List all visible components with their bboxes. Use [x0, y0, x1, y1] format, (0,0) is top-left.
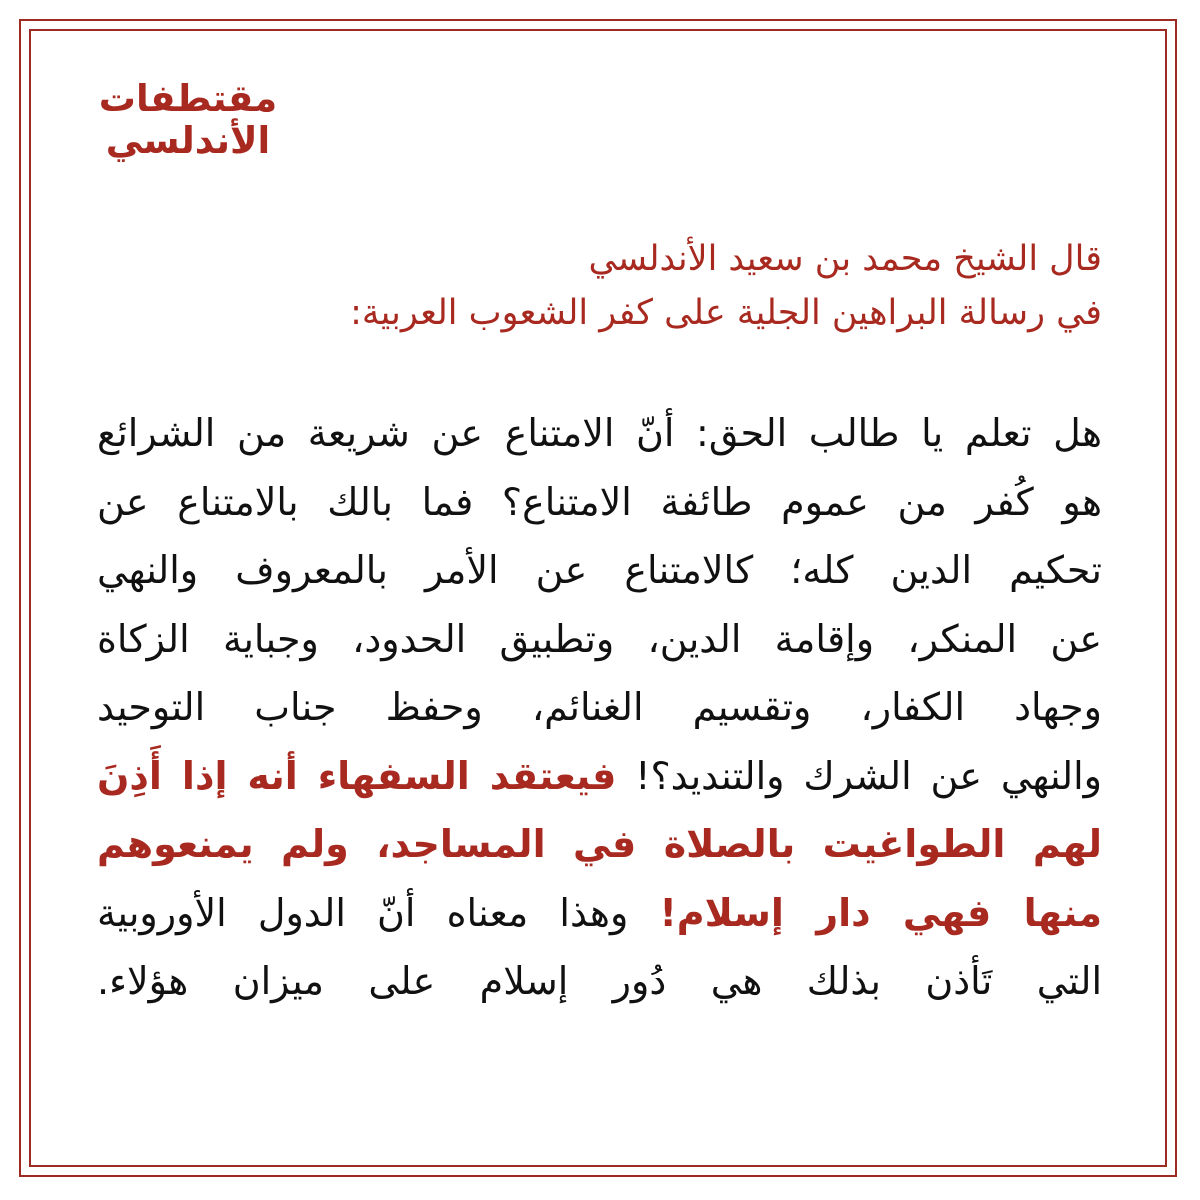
attribution-line-1: قال الشيخ محمد بن سعيد الأندلسي	[588, 239, 1102, 279]
highlight-text-2: لهم الطواغيت بالصلاة في المساجد، ولم يمنعوهم	[97, 822, 1102, 866]
body-line-8	[97, 879, 1102, 948]
body-line-2: هو كُفر من عموم طائفة الامتناع؟ فما بالك بالامتناع عن	[97, 479, 1102, 524]
body-line-8-text: وهذا معناه أنّ الدول الأوروبية	[97, 890, 629, 935]
logo-line-1: مقتطفات	[98, 77, 278, 120]
attribution-line-2: في رسالة البراهين الجلية على كفر الشعوب العربية:	[350, 293, 1102, 333]
body-line-6	[97, 742, 1102, 811]
body-line-9: التي تَأذن بذلك هي دُور إسلام على ميزان هؤلاء.	[97, 959, 1102, 1003]
body-line-7	[97, 810, 1102, 879]
highlight-text-1: فيعتقد السفهاء أنه إذا أَذِنَ	[97, 753, 617, 798]
logo-line-2: الأندلسي	[105, 119, 271, 162]
quote-body	[97, 399, 1102, 1016]
logo	[88, 78, 288, 162]
body-line-3: تحكيم الدين كله؛ كالامتناع عن الأمر بالمعروف والنهي	[97, 548, 1102, 592]
body-line-1: هل تعلم يا طالب الحق: أنّ الامتناع عن شريعة من الشرائع	[97, 411, 1102, 455]
body-line-6-text: والنهي عن الشرك والتنديد؟!	[635, 753, 1102, 798]
body-line-5: وجهاد الكفار، وتقسيم الغنائم، وحفظ جناب التوحيد	[97, 685, 1102, 729]
highlight-text-3: منها فهي دار إسلام!	[659, 890, 1102, 935]
quote-attribution	[102, 232, 1102, 340]
body-line-4: عن المنكر، وإقامة الدين، وتطبيق الحدود، وجباية الزكاة	[97, 616, 1102, 661]
